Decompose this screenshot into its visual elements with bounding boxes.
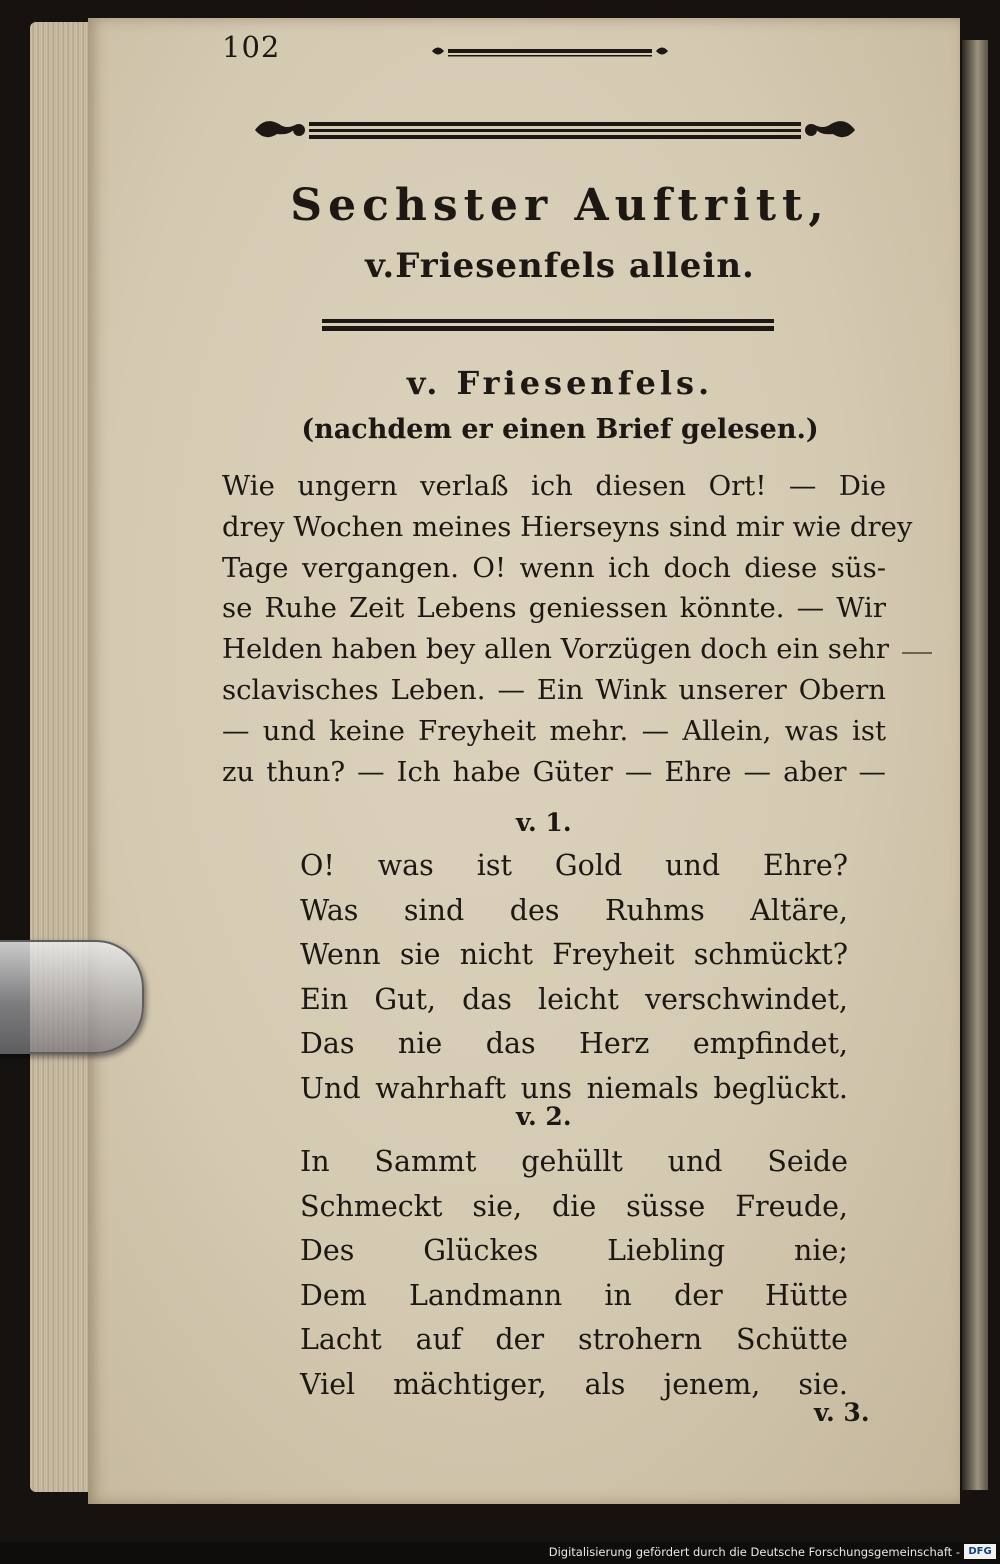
scroll-ornament-rule <box>255 112 855 148</box>
verse-label: v. 1. <box>516 808 572 837</box>
verse-line: O! was ist Gold und Ehre? <box>300 849 848 882</box>
prose-line: Helden haben bey allen Vorzügen doch ein sehr <box>222 633 890 666</box>
prose-line: Wie ungern verlaß ich diesen Ort! — Die <box>222 470 886 502</box>
prose-line: drey Wochen meines Hierseyns sind mir wie drey <box>222 510 913 543</box>
stage-direction: (nachdem er einen Brief gelesen.) <box>301 414 819 445</box>
right-page-edge <box>962 40 988 1490</box>
verse-stanza-2 <box>300 1140 848 1407</box>
verse-line: Dem Landmann in der Hütte <box>300 1278 848 1312</box>
prose-line: Tage vergangen. O! wenn ich doch diese süs- <box>222 551 886 584</box>
verse-line: In Sammt gehüllt und Seide <box>300 1145 848 1178</box>
verse-line: Viel mächtiger, als jenem, sie. <box>300 1367 848 1401</box>
verse-line: Wenn sie nicht Freyheit schmückt? <box>300 938 848 971</box>
page-clip <box>0 940 144 1054</box>
prose-line: sclavisches Leben. — Ein Wink unserer Obern <box>222 673 886 706</box>
scene-title: Sechster Auftritt, <box>290 180 830 231</box>
verse-line: Ein Gut, das leicht verschwindet, <box>300 982 848 1016</box>
prose-line: — und keine Freyheit mehr. — Allein, was ist <box>222 714 886 747</box>
verse-label: v. 2. <box>516 1102 572 1131</box>
verse-line: Und wahrhaft uns niemals beglückt. <box>300 1071 848 1105</box>
verse-line: Das nie das Herz empfindet, <box>300 1027 848 1060</box>
verse-line: Was sind des Ruhms Altäre, <box>300 893 848 927</box>
header-ornament <box>430 44 670 58</box>
verse-line: Des Glückes Liebling nie; <box>300 1234 848 1267</box>
scene-subtitle: v.Friesenfels allein. <box>365 246 755 286</box>
catchword: v. 3. <box>814 1398 870 1427</box>
funding-credit: Digitalisierung gefördert durch die Deutsche Forschungsgemeinschaft - <box>548 1545 960 1559</box>
margin-mark <box>902 652 932 654</box>
page-number: 102 <box>222 30 281 64</box>
double-rule-divider <box>322 318 774 332</box>
dfg-logo: DFG <box>964 1544 996 1559</box>
verse-line: Schmeckt sie, die süsse Freude, <box>300 1189 848 1223</box>
speaker-name: v. Friesenfels. <box>406 364 714 402</box>
prose-line: zu thun? — Ich habe Güter — Ehre — aber — <box>222 755 886 788</box>
verse-line: Lacht auf der strohern Schütte <box>300 1323 848 1356</box>
prose-passage <box>222 466 913 792</box>
verse-stanza-1 <box>300 844 848 1111</box>
prose-line: se Ruhe Zeit Lebens geniessen könnte. — Wir <box>222 592 886 625</box>
